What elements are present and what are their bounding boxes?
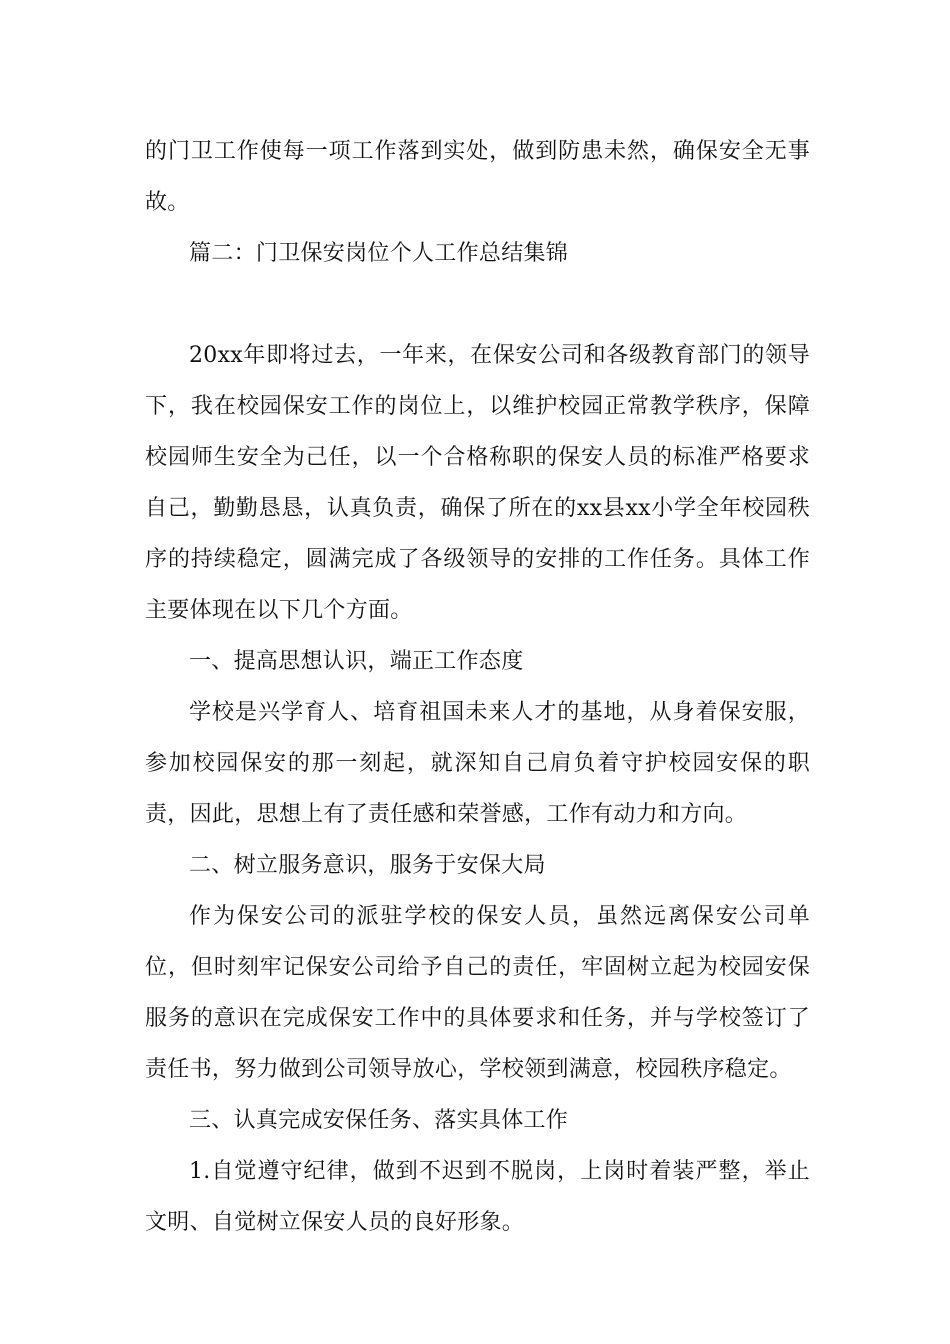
paragraph-two: 作为保安公司的派驻学校的保安人员，虽然远离保安公司单位，但时刻牢记保安公司给予自己的责任，牢固树立起为校园安保服务的意识在完成保安工作中的具体要求和任务，并与学校签订了责任书，努力做到公司领导放心，学校领到满意，校园秩序稳定。: [145, 904, 810, 1082]
paragraph-one: 学校是兴学育人、培育祖国未来人才的基地，从身着保安服，参加校园保安的那一刻起，就深知自己肩负着守护校园安保的职责，因此，思想上有了责任感和荣誉感，工作有动力和方向。: [145, 700, 810, 827]
heading-one: 一、提高思想认识，端正工作态度: [189, 649, 524, 674]
paragraph-continuation: 的门卫工作使每一项工作落到实处，做到防患未然，确保安全无事故。: [145, 139, 810, 215]
paragraph-three-item-one: 1.自觉遵守纪律，做到不迟到不脱岗，上岗时着装严整，举止文明、自觉树立保安人员的良好形象。: [145, 1159, 810, 1235]
blank-line: [145, 279, 810, 330]
heading-two: 二、树立服务意识，服务于安保大局: [189, 853, 546, 878]
paragraph-intro: 20xx年即将过去，一年来，在保安公司和各级教育部门的领导下，我在校园保安工作的岗位上，以维护校园正常教学秩序，保障校园师生安全为己任，以一个合格称职的保安人员的标准严格要求自己，勤勤恳恳，认真负责，确保了所在的xx县xx小学全年校园秩序的持续稳定，圆满完成了各级领导的安排的工作任务。具体工作主要体现在以下几个方面。: [145, 343, 810, 623]
section-title: 篇二：门卫保安岗位个人工作总结集锦: [189, 241, 569, 266]
heading-three: 三、认真完成安保任务、落实具体工作: [189, 1108, 569, 1133]
document-body: [145, 126, 810, 1248]
